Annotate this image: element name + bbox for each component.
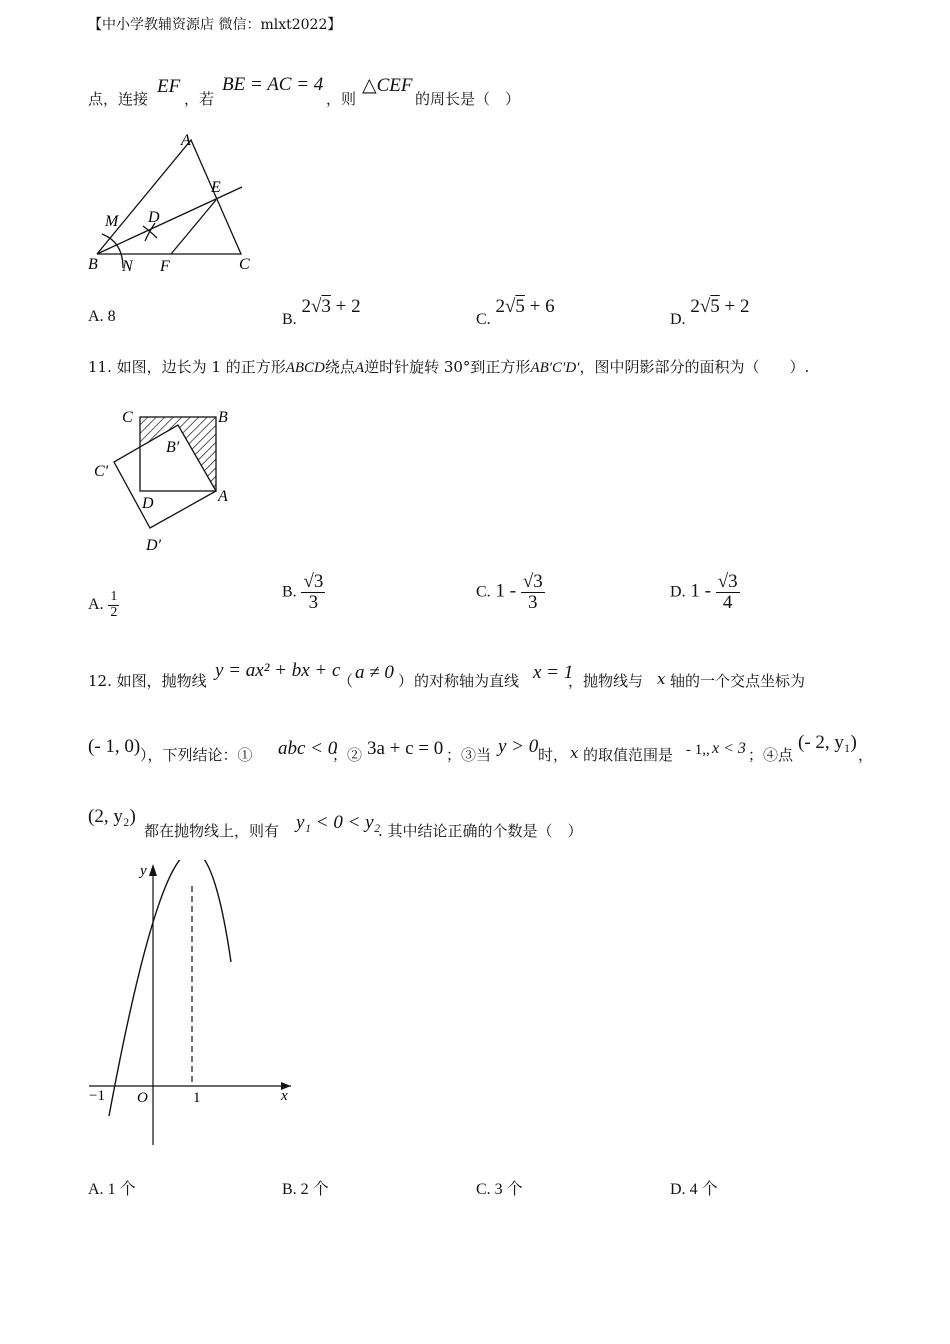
- q10-text-part3: ，则: [326, 90, 357, 108]
- q12-a-nonzero: a ≠ 0: [355, 662, 394, 683]
- q10-option-b: B. 2√3 + 2: [282, 296, 361, 328]
- q12-option-d: D. 4 个: [670, 1181, 718, 1198]
- tick-one: 1: [193, 1090, 201, 1106]
- q12-comma: ，: [858, 746, 874, 764]
- store-header: 【中小学教辅资源店 微信：mlxt2022】: [88, 17, 342, 33]
- label-a: A: [181, 132, 191, 149]
- q12-option-c: C. 3 个: [476, 1181, 523, 1198]
- label-c: C: [122, 409, 133, 426]
- line-be: [97, 187, 242, 254]
- x-axis-label: x: [281, 1088, 288, 1104]
- label-b: B: [88, 256, 98, 273]
- q11-squares-figure: [88, 400, 248, 560]
- q12-line2-range-label: 的取值范围是: [583, 746, 674, 764]
- q10-triangle: △CEF: [362, 75, 413, 96]
- q10-text-part4: 的周长是（ ）: [415, 90, 521, 108]
- label-m: M: [105, 213, 119, 230]
- q12-equation: y = ax² + bx + c: [215, 660, 341, 681]
- label-d: D: [148, 209, 160, 226]
- q11-option-a: A. $\frac{1}{2}$: [88, 589, 118, 620]
- q12-point-neg1-0: (- 1, 0): [88, 736, 141, 757]
- label-a: A: [218, 488, 228, 505]
- q12-line1-part-b: 的对称轴为直线: [414, 672, 520, 690]
- q10-ef: EF: [157, 76, 181, 97]
- q10-text-part2: ，若: [184, 90, 215, 108]
- label-c-prime: C′: [94, 463, 109, 480]
- q12-point-2: (2, y₂): [88, 806, 136, 827]
- q12-marker-4: ；④点: [748, 746, 794, 764]
- label-c: C: [239, 256, 250, 273]
- q12-conclusion-2: 3a + c = 0: [367, 738, 444, 759]
- origin-label: O: [137, 1090, 148, 1106]
- q12-marker-2: ；②: [332, 746, 363, 764]
- q12-conclusion-4: y₁ < 0 < y₂: [296, 812, 381, 833]
- q12-line1-part-c: ，抛物线与: [568, 672, 644, 690]
- q11-question: 11. 如图，边长为 1 的正方形ABCD绕点A逆时针旋转 30°到正方形AB′C′D′，图中阴影部分的面积为（ ）.: [88, 358, 810, 376]
- q10-option-d: D. 2√5 + 2: [670, 296, 750, 328]
- q12-line2-when: 时，: [538, 746, 569, 764]
- q12-line2-x: x: [570, 744, 579, 762]
- label-n: N: [122, 258, 133, 275]
- q10-text-part1: 点，连接: [88, 90, 149, 108]
- label-f: F: [160, 258, 170, 275]
- q11-option-c: C. 1 - $\frac{√3}{3}$: [476, 571, 543, 613]
- q12-option-a: A. 1 个: [88, 1181, 136, 1198]
- q12-parabola-graph: [85, 860, 305, 1150]
- q10-condition: BE = AC = 4: [222, 74, 324, 95]
- segment-ef: [171, 200, 216, 254]
- q12-symmetry-axis: x = 1: [533, 662, 574, 683]
- q12-line1-part-a: 12. 如图，抛物线: [88, 672, 207, 690]
- label-d: D: [142, 495, 154, 512]
- q10-option-c: C. 2√5 + 6: [476, 296, 555, 328]
- q12-line1-part-d: 轴的一个交点坐标为: [670, 672, 806, 690]
- q11-option-d: D. 1 - $\frac{√3}{4}$: [670, 571, 738, 613]
- q12-paren-right: ）: [398, 672, 414, 690]
- y-axis-label: y: [140, 863, 147, 879]
- arc-mn: [102, 234, 123, 268]
- q10-option-a: A. 8: [88, 308, 116, 325]
- q12-x-variable: x: [657, 670, 666, 688]
- q12-conclusion-3: y > 0: [498, 736, 539, 757]
- q11-option-b: B. $\frac{√3}{3}$: [282, 571, 324, 613]
- q12-point-1: (- 2, y₁): [798, 732, 857, 753]
- q12-line2-intro: ），下列结论：①: [140, 746, 253, 764]
- q12-range-start: - 1,,: [686, 742, 710, 758]
- tick-neg-one: −1: [89, 1088, 105, 1104]
- parabola-curve: [109, 860, 231, 1116]
- q12-conclusion-1: abc < 0: [278, 738, 338, 759]
- label-d-prime: D′: [146, 537, 162, 554]
- label-b-prime: B′: [166, 439, 180, 456]
- q12-marker-3: ；③当: [446, 746, 492, 764]
- y-axis-arrow-icon: [149, 864, 157, 876]
- q12-range-end: x < 3: [712, 740, 746, 757]
- q12-line3-part-a: 都在抛物线上，则有: [144, 822, 280, 840]
- q10-triangle-figure: [85, 128, 265, 278]
- q12-line3-part-b: . 其中结论正确的个数是（ ）: [378, 822, 583, 840]
- q12-option-b: B. 2 个: [282, 1181, 329, 1198]
- label-e: E: [211, 179, 221, 196]
- q12-paren-left: （: [338, 672, 354, 690]
- label-b: B: [218, 409, 228, 426]
